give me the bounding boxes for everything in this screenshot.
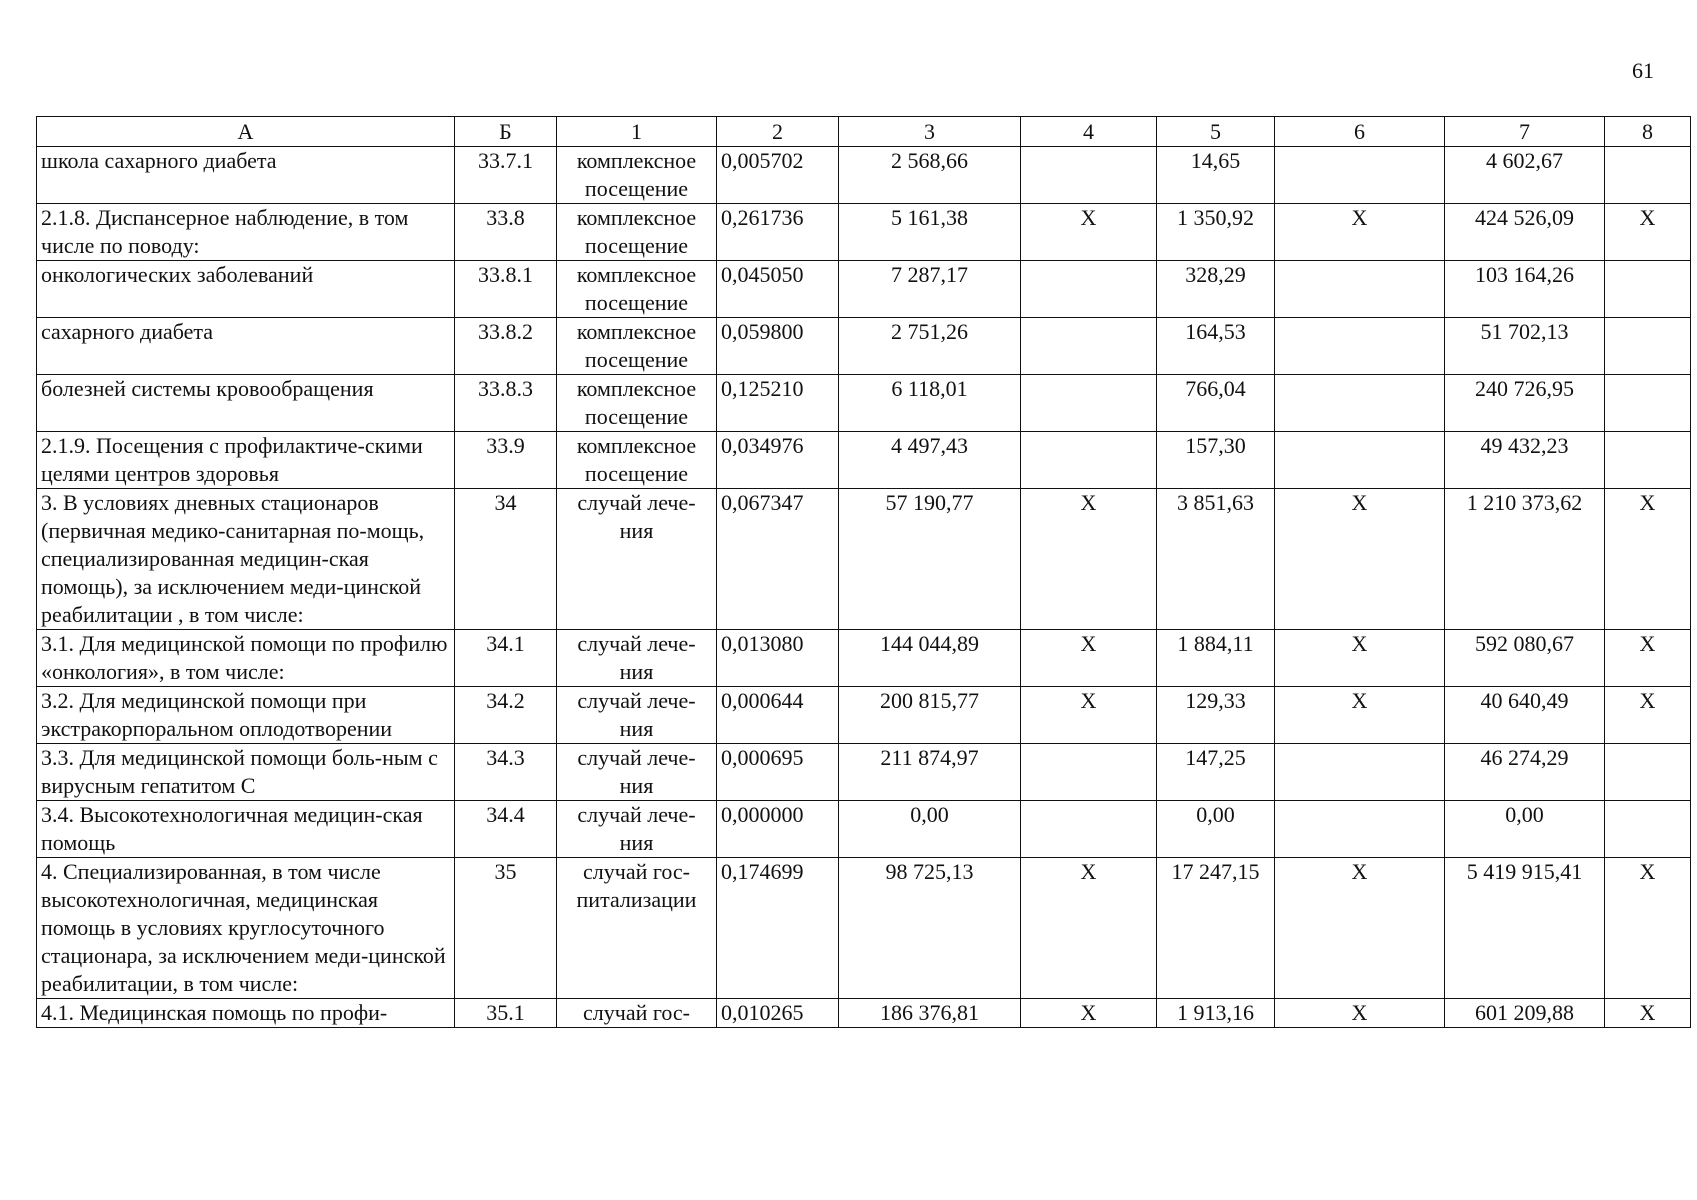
col-7-value: 46 274,29 (1445, 744, 1605, 801)
row-name: 3. В условиях дневных стационаров (первичная медико-санитарная по-мощь, специализированная медицин-ская помощь), за исключением меди-цинской реабилитации , в том числе: (37, 489, 455, 630)
col-7-value: 601 209,88 (1445, 999, 1605, 1028)
col-3-value: 98 725,13 (839, 858, 1021, 999)
col-6-value (1275, 801, 1445, 858)
col-7-value: 103 164,26 (1445, 261, 1605, 318)
row-name: 3.3. Для медицинской помощи боль-ным с вирусным гепатитом С (37, 744, 455, 801)
col-6-value (1275, 261, 1445, 318)
col-2-value: 0,013080 (717, 630, 839, 687)
col-2-value: 0,125210 (717, 375, 839, 432)
col-8-value: X (1605, 687, 1691, 744)
col-5-value: 1 350,92 (1157, 204, 1275, 261)
row-code: 33.8.3 (455, 375, 557, 432)
col-8-value: X (1605, 489, 1691, 630)
col-2-value: 0,261736 (717, 204, 839, 261)
page-number: 61 (1632, 58, 1654, 83)
row-unit: комплексное посещение (557, 261, 717, 318)
col-2-value: 0,010265 (717, 999, 839, 1028)
col-3-value: 4 497,43 (839, 432, 1021, 489)
row-name: 2.1.9. Посещения с профилактиче-скими целями центров здоровья (37, 432, 455, 489)
header-row (37, 117, 1691, 147)
row-name: школа сахарного диабета (37, 147, 455, 204)
col-8-value: X (1605, 204, 1691, 261)
row-name: 4. Специализированная, в том числе высокотехнологичная, медицинская помощь в условиях круглосуточного стационара, за исключением меди-цинской реабилитации, в том числе: (37, 858, 455, 999)
col-5-value: 129,33 (1157, 687, 1275, 744)
col-3-value: 186 376,81 (839, 999, 1021, 1028)
row-code: 33.8 (455, 204, 557, 261)
row-code: 34.3 (455, 744, 557, 801)
col-8-value (1605, 801, 1691, 858)
row-name: 3.4. Высокотехнологичная медицин-ская помощь (37, 801, 455, 858)
col-4-value: X (1021, 204, 1157, 261)
col-7-value: 0,00 (1445, 801, 1605, 858)
col-2-value: 0,005702 (717, 147, 839, 204)
table-row (37, 687, 1691, 744)
row-unit: комплексное посещение (557, 375, 717, 432)
row-unit: случай лече-ния (557, 489, 717, 630)
col-4-value: X (1021, 489, 1157, 630)
col-7-value: 51 702,13 (1445, 318, 1605, 375)
col-7-value: 4 602,67 (1445, 147, 1605, 204)
col-5-value: 17 247,15 (1157, 858, 1275, 999)
col-6-value: X (1275, 204, 1445, 261)
header-cell-4: 4 (1021, 117, 1157, 147)
table-row (37, 489, 1691, 630)
table-row (37, 999, 1691, 1028)
row-name: болезней системы кровообращения (37, 375, 455, 432)
row-unit: случай гос- (557, 999, 717, 1028)
table-row (37, 744, 1691, 801)
data-table (36, 116, 1691, 1028)
row-name: 3.1. Для медицинской помощи по профилю «онкология», в том числе: (37, 630, 455, 687)
col-5-value: 164,53 (1157, 318, 1275, 375)
col-8-value (1605, 261, 1691, 318)
col-7-value: 49 432,23 (1445, 432, 1605, 489)
table-row (37, 375, 1691, 432)
col-5-value: 0,00 (1157, 801, 1275, 858)
table-body (37, 147, 1691, 1028)
row-name: онкологических заболеваний (37, 261, 455, 318)
col-6-value (1275, 432, 1445, 489)
table-row (37, 204, 1691, 261)
col-7-value: 424 526,09 (1445, 204, 1605, 261)
col-4-value (1021, 744, 1157, 801)
col-2-value: 0,059800 (717, 318, 839, 375)
col-7-value: 1 210 373,62 (1445, 489, 1605, 630)
row-name: 3.2. Для медицинской помощи при экстракорпоральном оплодотворении (37, 687, 455, 744)
table-row (37, 858, 1691, 999)
col-3-value: 7 287,17 (839, 261, 1021, 318)
col-8-value (1605, 147, 1691, 204)
row-code: 35 (455, 858, 557, 999)
row-name: 4.1. Медицинская помощь по профи- (37, 999, 455, 1028)
row-unit: случай лече-ния (557, 801, 717, 858)
col-5-value: 3 851,63 (1157, 489, 1275, 630)
row-unit: случай гос-питализации (557, 858, 717, 999)
row-code: 34.1 (455, 630, 557, 687)
col-2-value: 0,067347 (717, 489, 839, 630)
col-2-value: 0,000000 (717, 801, 839, 858)
col-4-value (1021, 318, 1157, 375)
col-6-value (1275, 375, 1445, 432)
table-row (37, 318, 1691, 375)
col-3-value: 144 044,89 (839, 630, 1021, 687)
col-5-value: 1 884,11 (1157, 630, 1275, 687)
col-7-value: 592 080,67 (1445, 630, 1605, 687)
col-4-value: X (1021, 630, 1157, 687)
col-4-value (1021, 261, 1157, 318)
row-unit: комплексное посещение (557, 147, 717, 204)
col-4-value (1021, 801, 1157, 858)
row-code: 33.8.1 (455, 261, 557, 318)
col-2-value: 0,174699 (717, 858, 839, 999)
col-3-value: 2 751,26 (839, 318, 1021, 375)
col-2-value: 0,034976 (717, 432, 839, 489)
row-code: 34.2 (455, 687, 557, 744)
col-4-value: X (1021, 687, 1157, 744)
table-row (37, 801, 1691, 858)
col-6-value: X (1275, 489, 1445, 630)
row-name: 2.1.8. Диспансерное наблюдение, в том числе по поводу: (37, 204, 455, 261)
col-6-value (1275, 147, 1445, 204)
row-unit: случай лече-ния (557, 744, 717, 801)
col-7-value: 5 419 915,41 (1445, 858, 1605, 999)
row-unit: случай лече-ния (557, 687, 717, 744)
header-cell-8: 8 (1605, 117, 1691, 147)
col-5-value: 157,30 (1157, 432, 1275, 489)
col-8-value (1605, 432, 1691, 489)
header-cell-3: 3 (839, 117, 1021, 147)
row-name: сахарного диабета (37, 318, 455, 375)
col-3-value: 0,00 (839, 801, 1021, 858)
col-3-value: 6 118,01 (839, 375, 1021, 432)
col-7-value: 40 640,49 (1445, 687, 1605, 744)
col-6-value: X (1275, 858, 1445, 999)
table-row (37, 432, 1691, 489)
col-8-value: X (1605, 858, 1691, 999)
col-5-value: 147,25 (1157, 744, 1275, 801)
col-4-value: X (1021, 858, 1157, 999)
col-5-value: 766,04 (1157, 375, 1275, 432)
col-8-value: X (1605, 630, 1691, 687)
header-cell-b: Б (455, 117, 557, 147)
header-cell-1: 1 (557, 117, 717, 147)
header-cell-5: 5 (1157, 117, 1275, 147)
row-unit: комплексное посещение (557, 204, 717, 261)
col-2-value: 0,000695 (717, 744, 839, 801)
table-row (37, 630, 1691, 687)
col-6-value: X (1275, 630, 1445, 687)
row-unit: случай лече-ния (557, 630, 717, 687)
row-code: 33.9 (455, 432, 557, 489)
col-4-value (1021, 432, 1157, 489)
row-code: 34.4 (455, 801, 557, 858)
row-code: 33.7.1 (455, 147, 557, 204)
header-cell-7: 7 (1445, 117, 1605, 147)
col-5-value: 1 913,16 (1157, 999, 1275, 1028)
col-4-value (1021, 375, 1157, 432)
col-7-value: 240 726,95 (1445, 375, 1605, 432)
row-unit: комплексное посещение (557, 432, 717, 489)
row-code: 34 (455, 489, 557, 630)
col-4-value: X (1021, 999, 1157, 1028)
header-cell-2: 2 (717, 117, 839, 147)
col-3-value: 2 568,66 (839, 147, 1021, 204)
table-row (37, 147, 1691, 204)
col-8-value: X (1605, 999, 1691, 1028)
row-code: 35.1 (455, 999, 557, 1028)
col-8-value (1605, 744, 1691, 801)
col-8-value (1605, 375, 1691, 432)
col-6-value: X (1275, 999, 1445, 1028)
col-2-value: 0,000644 (717, 687, 839, 744)
row-code: 33.8.2 (455, 318, 557, 375)
col-5-value: 14,65 (1157, 147, 1275, 204)
col-3-value: 200 815,77 (839, 687, 1021, 744)
header-cell-a: А (37, 117, 455, 147)
col-6-value (1275, 318, 1445, 375)
row-unit: комплексное посещение (557, 318, 717, 375)
col-3-value: 211 874,97 (839, 744, 1021, 801)
col-6-value: X (1275, 687, 1445, 744)
col-3-value: 5 161,38 (839, 204, 1021, 261)
table-row (37, 261, 1691, 318)
col-8-value (1605, 318, 1691, 375)
col-3-value: 57 190,77 (839, 489, 1021, 630)
col-6-value (1275, 744, 1445, 801)
col-2-value: 0,045050 (717, 261, 839, 318)
header-cell-6: 6 (1275, 117, 1445, 147)
col-5-value: 328,29 (1157, 261, 1275, 318)
col-4-value (1021, 147, 1157, 204)
